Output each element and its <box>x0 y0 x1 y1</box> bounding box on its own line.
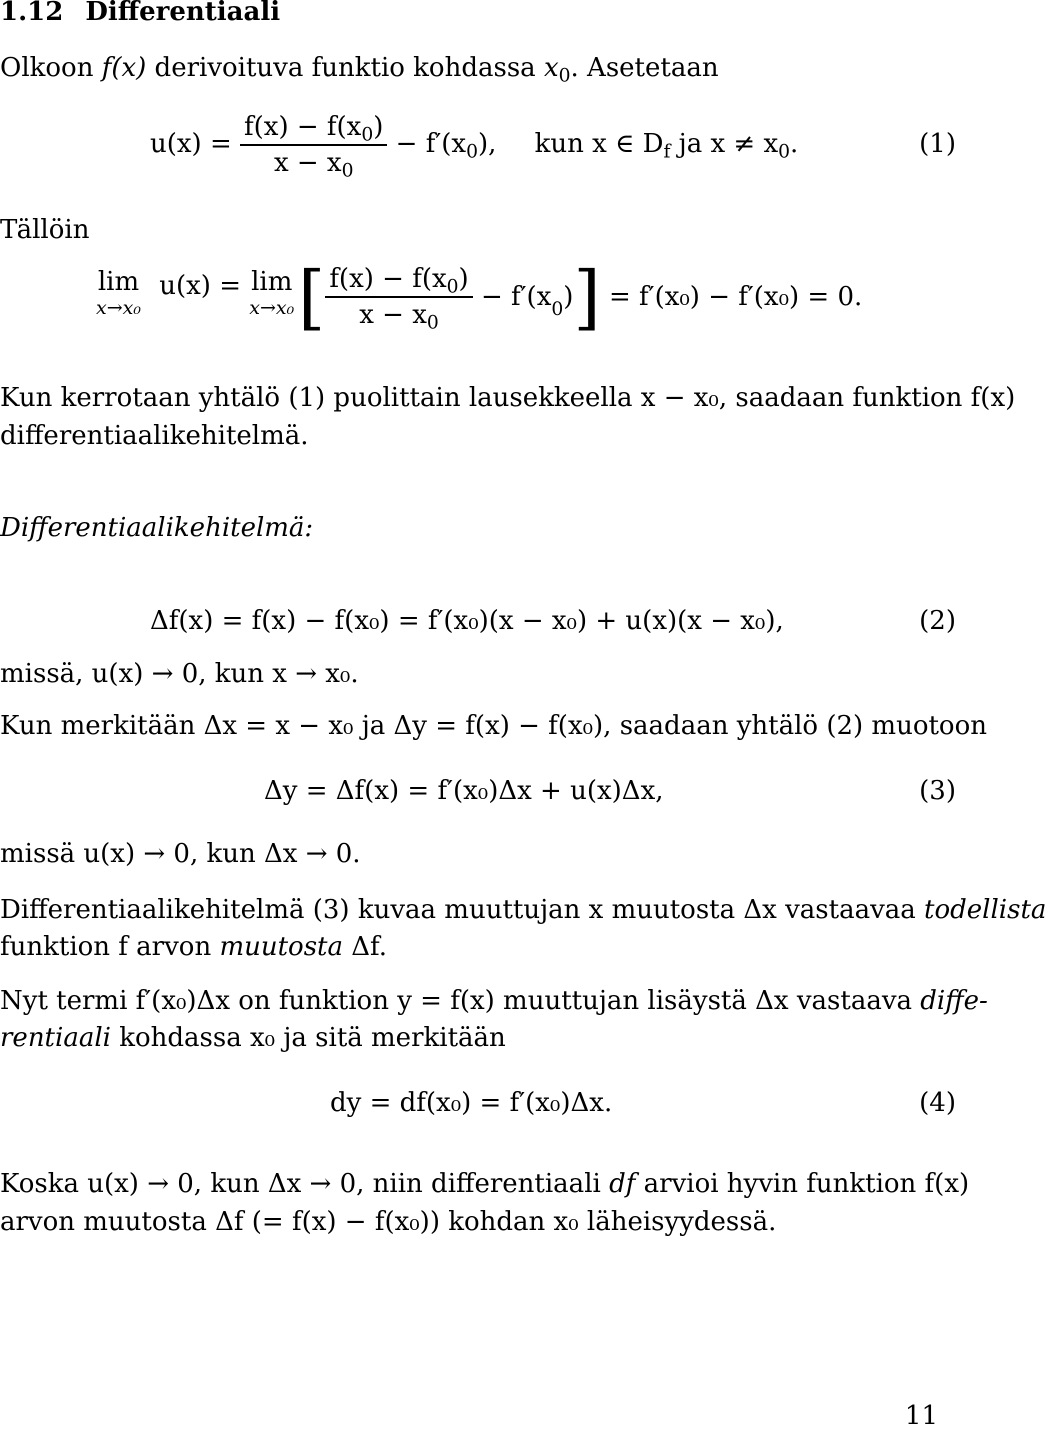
equation-1 <box>150 110 798 180</box>
limit-operator <box>249 268 294 320</box>
subscript: 0 <box>361 124 374 146</box>
page-number: 11 <box>904 1401 938 1431</box>
section-title: Differentiaali <box>85 0 281 27</box>
text: arvioi hyvin funktion f(x) <box>635 1169 970 1199</box>
paragraph-intro <box>0 50 960 86</box>
eq-lhs: u(x) = <box>150 129 241 159</box>
section-number: 1.12 <box>0 0 64 27</box>
subscript: 0 <box>551 299 564 321</box>
eq-rhs: = f′(x₀) − f′(x₀) = 0. <box>600 282 863 312</box>
equation-number-1: (1) <box>919 129 956 159</box>
missa-line-1: missä, u(x) → 0, kun x → x₀. <box>0 659 359 689</box>
numerator: f(x) − f(x <box>329 264 447 294</box>
emphasis: rentiaali <box>0 1023 111 1053</box>
paragraph-3: Kun merkitään Δx = x − x₀ ja Δy = f(x) − f(x₀), saadaan yhtälö (2) muotoon <box>0 711 987 741</box>
text: Δf. <box>343 932 388 962</box>
paragraph-6-line-1 <box>0 1166 970 1202</box>
lim-subscript: x→x₀ <box>96 297 141 319</box>
tallion-text: Tällöin <box>0 215 90 245</box>
paragraph-4-line-1 <box>0 892 1046 928</box>
text: . Asetetaan <box>570 53 719 83</box>
fraction <box>240 110 387 180</box>
emphasis: muutosta <box>219 932 344 962</box>
text: derivoituva funktio kohdassa <box>146 53 544 83</box>
paragraph-6-line-2: arvon muutosta Δf (= f(x) − f(x₀)) kohdan x₀ läheisyydessä. <box>0 1207 777 1237</box>
math-x0: x <box>543 53 559 83</box>
eq-condition: kun x ∈ D <box>534 129 664 159</box>
text: Nyt termi f′(x₀)Δx on funktion y = f(x) muuttujan lisäystä Δx vastaava <box>0 986 921 1016</box>
paragraph-5-line-1 <box>0 983 988 1019</box>
definition-label-text: Differentiaalikehitelmä: <box>0 513 314 543</box>
paragraph-5-line-2 <box>0 1020 960 1056</box>
subscript: 0 <box>558 65 571 87</box>
left-bracket: [ <box>298 256 326 338</box>
fraction <box>325 262 472 332</box>
paragraph-2-line-1: Kun kerrotaan yhtälö (1) puolittain lausekkeella x − x₀, saadaan funktion f(x) <box>0 383 1016 413</box>
paragraph-2-line-2: differentiaalikehitelmä. <box>0 421 309 451</box>
emphasis: diffe- <box>920 986 988 1016</box>
equation-limit <box>96 268 294 320</box>
text: Koska u(x) → 0, kun Δx → 0, niin differentiaali <box>0 1169 610 1199</box>
subscript: 0 <box>341 160 354 182</box>
eq-rest: − f′(x <box>395 129 467 159</box>
equation-number-4: (4) <box>919 1088 956 1118</box>
numerator-end: ) <box>373 112 384 142</box>
equation-3: Δy = Δf(x) = f′(x₀)Δx + u(x)Δx, <box>264 776 664 806</box>
equation-2: Δf(x) = f(x) − f(x₀) = f′(x₀)(x − x₀) + u(x)(x − x₀), <box>150 606 784 636</box>
section-heading <box>0 0 280 30</box>
text: kohdassa x₀ ja sitä merkitään <box>110 1023 506 1053</box>
lim-text: lim <box>97 267 140 297</box>
eq-condition-end: . <box>790 129 799 159</box>
numerator-end: ) <box>458 264 469 294</box>
subscript: 0 <box>778 141 791 163</box>
missa-line-2: missä u(x) → 0, kun Δx → 0. <box>0 839 361 869</box>
eq-rest-end: ), <box>477 129 497 159</box>
equation-number-3: (3) <box>919 776 956 806</box>
numerator: f(x) − f(x <box>244 112 362 142</box>
denominator: x − x <box>273 148 342 178</box>
equation-number-2: (2) <box>919 606 956 636</box>
text: Differentiaalikehitelmä (3) kuvaa muuttujan x muutosta Δx vastaavaa <box>0 895 925 925</box>
right-bracket: ] <box>573 256 601 338</box>
limit-operator <box>96 268 141 320</box>
paragraph-4-line-2 <box>0 929 960 965</box>
eq-mid-end: ) <box>563 282 574 312</box>
text: Olkoon <box>0 53 102 83</box>
equation-limit-bracket <box>298 256 863 338</box>
text: funktion f arvon <box>0 932 220 962</box>
emphasis: df <box>609 1169 636 1199</box>
subscript: 0 <box>466 141 478 163</box>
subscript: 0 <box>446 276 459 298</box>
eq-mid: − f′(x <box>472 282 552 312</box>
math-fx: f(x) <box>101 53 147 83</box>
definition-label <box>0 510 960 546</box>
eq-condition-2: ja x ≠ x <box>670 129 779 159</box>
lim-subscript: x→x₀ <box>249 297 295 319</box>
emphasis: todellista <box>924 895 1046 925</box>
subscript: f <box>663 141 671 163</box>
denominator: x − x <box>359 300 427 330</box>
equation-4: dy = df(x₀) = f′(x₀)Δx. <box>330 1088 613 1118</box>
eq-lhs: u(x) = <box>159 271 250 301</box>
lim-text: lim <box>251 267 293 297</box>
subscript: 0 <box>426 312 439 334</box>
